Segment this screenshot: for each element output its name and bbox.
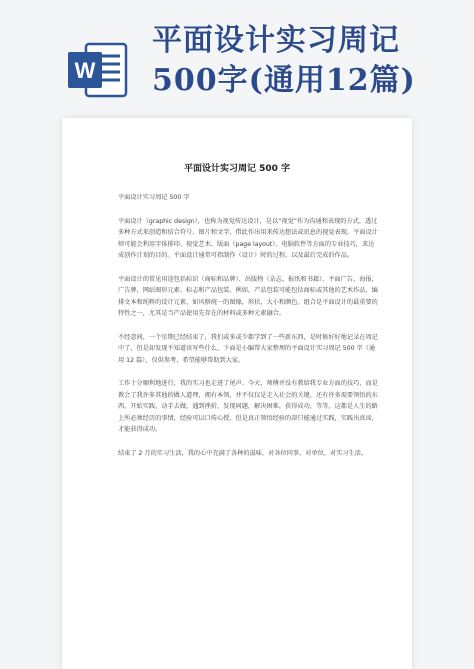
banner-title-line1: 平面设计实习周记 bbox=[152, 23, 400, 58]
banner-title bbox=[152, 22, 472, 100]
banner-title-line2: 500字(通用12篇) bbox=[152, 63, 416, 98]
document-body bbox=[118, 192, 380, 471]
document-page[interactable] bbox=[62, 118, 412, 669]
word-icon-letter: W bbox=[74, 58, 96, 83]
word-icon bbox=[66, 38, 130, 102]
banner bbox=[0, 0, 474, 118]
document-paragraph: 平面设计的常见用途包括标识（商标和品牌）、出版物（杂志，报纸和书籍）、平面广告，海报，广告牌，网站图形元素、标志和产品包装。例如，产品包装可能包括商标或其他的艺术作品，编排文本和纯粹的设计元素，如风格统一的图像，形状，大小和颜色。组合是平面设计的最重要的特性之一，尤其是当产品使用先存在的材料或多种元素融合。 bbox=[118, 275, 378, 317]
document-paragraph: 不经意间，一个星期已经结束了，我们或多或少都学到了一些新东西，是时候好好地记录在周记中了，但是却发现不知道该写些什么，下面是小编帮大家整理的平面设计实习周记 500 字（通用 12 篇），仅供参考，希望能够帮助到大家。 bbox=[118, 333, 378, 364]
document-paragraph: 平面设计（graphic design），也称为视觉传达设计，是以“视觉”作为沟通和表现的方式，透过多种方式来创造和结合符号、图片和文字，借此作出用来传达想法或讯息的视觉表现。平面设计师可能会利用字体排印、视觉艺术、版面（page layout）、电脑软件等方面的专业技巧，来达成创作计划的目的。平面设计通常可指制作（设计）时的过程，以及最后完成的作品。 bbox=[118, 217, 378, 259]
document-paragraph: 工作十分顺利地进行，我的实习也走进了尾声。今天，师傅并没有教给我专业方面的技巧，而是教会了我许多其他的做人道理，拥有本领，并不仅仅是走入社会的关键，还有许多需要领悟的东西，开始实践，动手去做，遇到挫折，发现问题，解决困难，获得成功，等等。这都是人生的路上所必须经历的事情，经验可以口传心授，但是真正领悟经验的却只能通过实践，实践出真谛，才能获得成功。 bbox=[118, 380, 378, 433]
document-paragraph: 结束了 2 月的实习生活，我的心中充满了各种的滋味，对各位同事，对单位，对实习生活， bbox=[118, 449, 368, 457]
document-title: 平面设计实习周记 500 字 bbox=[183, 164, 291, 174]
document-paragraph: 平面设计实习周记 500 字 bbox=[118, 194, 190, 201]
